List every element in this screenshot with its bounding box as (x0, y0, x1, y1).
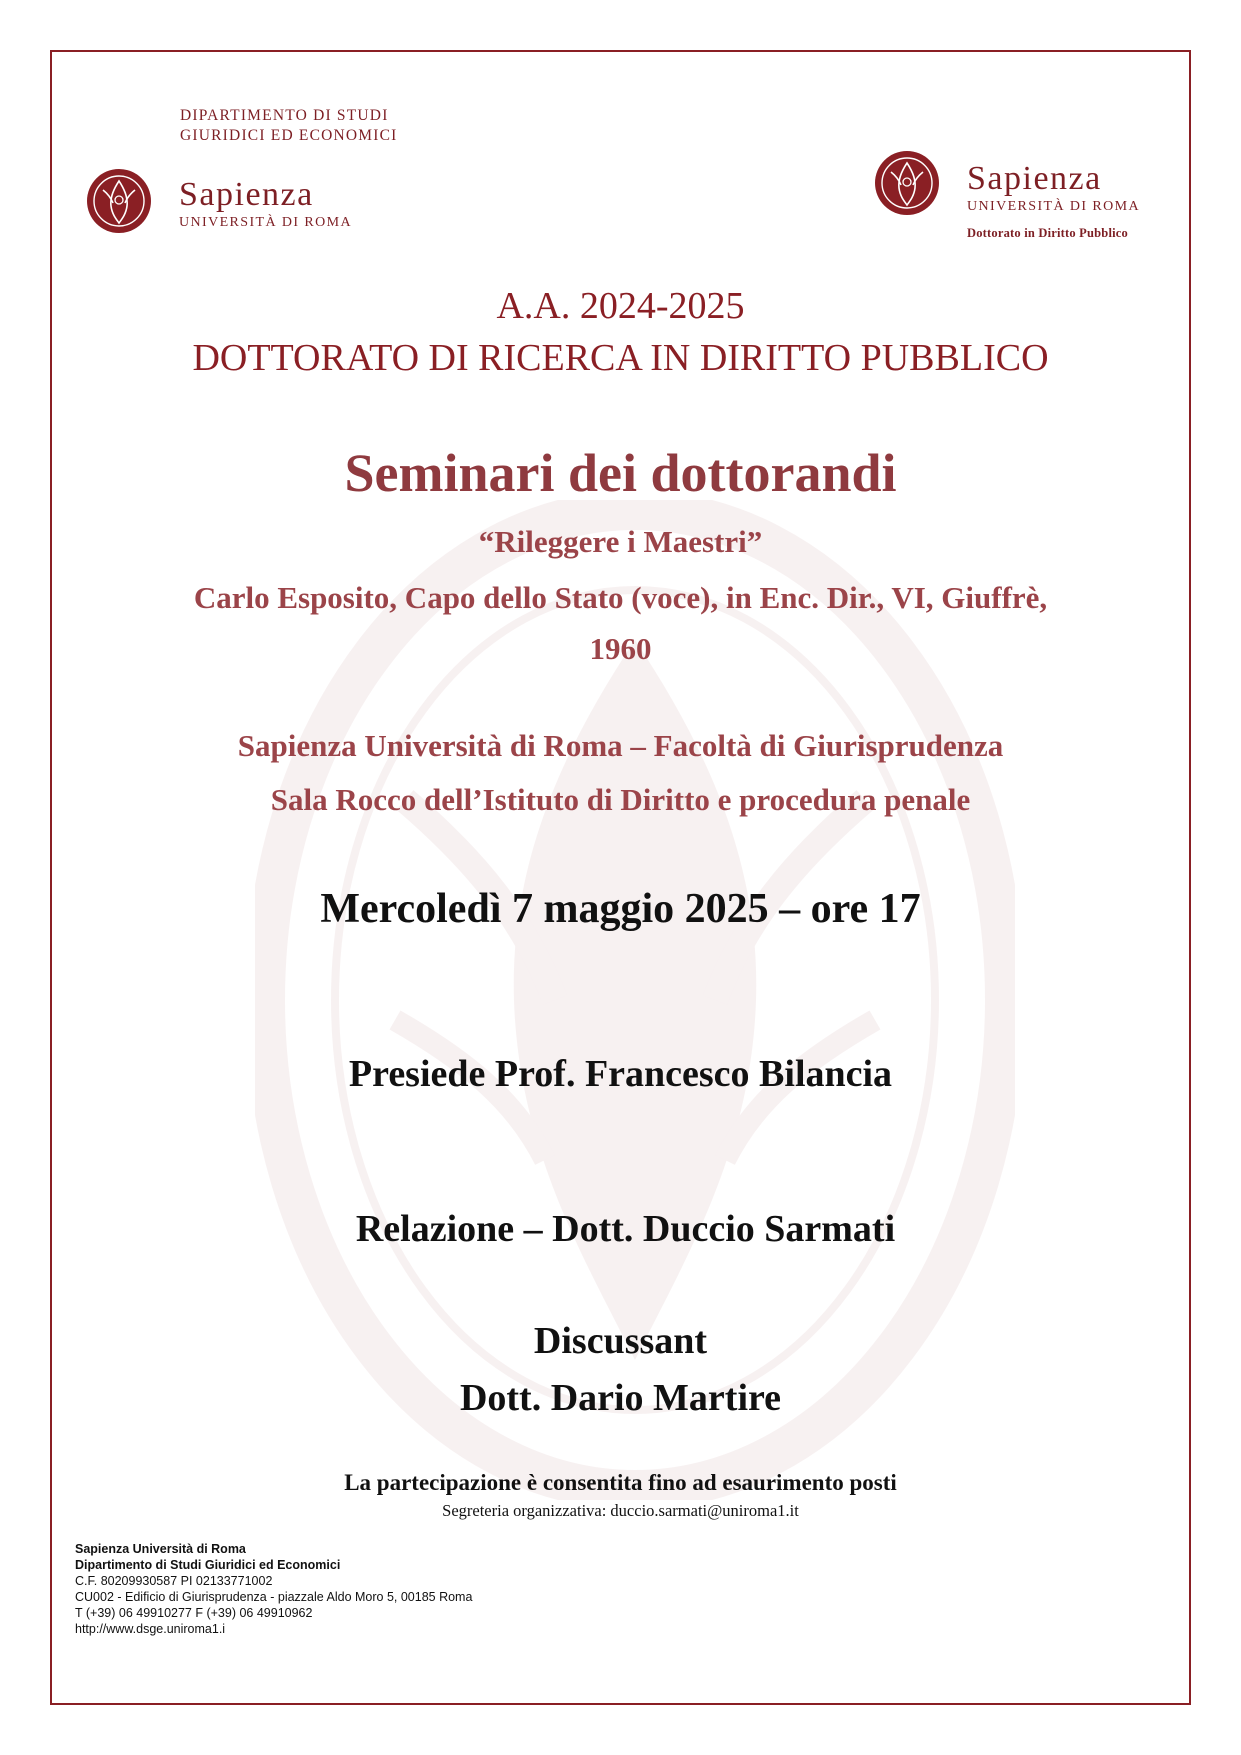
venue-line-1: Sapienza Università di Roma – Facoltà di Giurisprudenza (237, 728, 1004, 763)
work-reference (60, 572, 1181, 674)
academic-year: A.A. 2024-2025 (496, 285, 745, 327)
brand-right-note: Dottorato in Diritto Pubblico (967, 226, 1128, 240)
work-line-1: Carlo Esposito, Capo dello Stato (voce), in Enc. Dir., VI, Giuffrè, (193, 580, 1048, 615)
brand-right-sub: UNIVERSITÀ DI ROMA (967, 199, 1140, 214)
chair: Presiede Prof. Francesco Bilancia (348, 1053, 893, 1095)
speaker: Relazione – Dott. Duccio Sarmati (355, 1208, 896, 1250)
department-line-1: DIPARTIMENTO DI STUDI (180, 107, 389, 124)
secretariat-contact: Segreteria organizzativa: duccio.sarmati@uniroma1.it (442, 1501, 799, 1520)
footer-line-4: CU002 - Edificio di Giurisprudenza - piazzale Aldo Moro 5, 00185 Roma (75, 1590, 473, 1604)
footer-line-5: T (+39) 06 49910277 F (+39) 06 49910962 (75, 1606, 313, 1620)
brand-left (179, 178, 352, 232)
program-title: DOTTORATO DI RICERCA IN DIRITTO PUBBLICO (192, 337, 1049, 379)
event-title: Seminari dei dottorandi (344, 443, 897, 503)
footer-line-1: Sapienza Università di Roma (75, 1542, 246, 1556)
footer-line-3: C.F. 80209930587 PI 02133771002 (75, 1574, 273, 1588)
sapienza-seal-icon (874, 150, 940, 216)
footer-address (75, 1541, 472, 1637)
brand-left-sub: UNIVERSITÀ DI ROMA (179, 215, 352, 230)
discussant-label: Discussant (533, 1320, 708, 1362)
department-header (180, 106, 398, 146)
department-line-2: GIURIDICI ED ECONOMICI (180, 127, 398, 144)
venue-line-2: Sala Rocco dell’Istituto di Diritto e procedura penale (270, 782, 971, 817)
footer-website-link[interactable]: http://www.dsge.uniroma1.i (75, 1622, 226, 1636)
series-title: “Rileggere i Maestri” (478, 524, 763, 559)
footer-line-2: Dipartimento di Studi Giuridici ed Economici (75, 1558, 341, 1572)
brand-right-name: Sapienza (967, 160, 1102, 197)
event-datetime: Mercoledì 7 maggio 2025 – ore 17 (320, 886, 921, 932)
brand-right (967, 162, 1140, 241)
work-line-2: 1960 (589, 631, 652, 666)
sapienza-seal-icon (86, 168, 152, 234)
brand-left-name: Sapienza (179, 176, 314, 213)
discussant-name: Dott. Dario Martire (459, 1377, 782, 1419)
participation-note: La partecipazione è consentita fino ad esaurimento posti (344, 1470, 897, 1495)
